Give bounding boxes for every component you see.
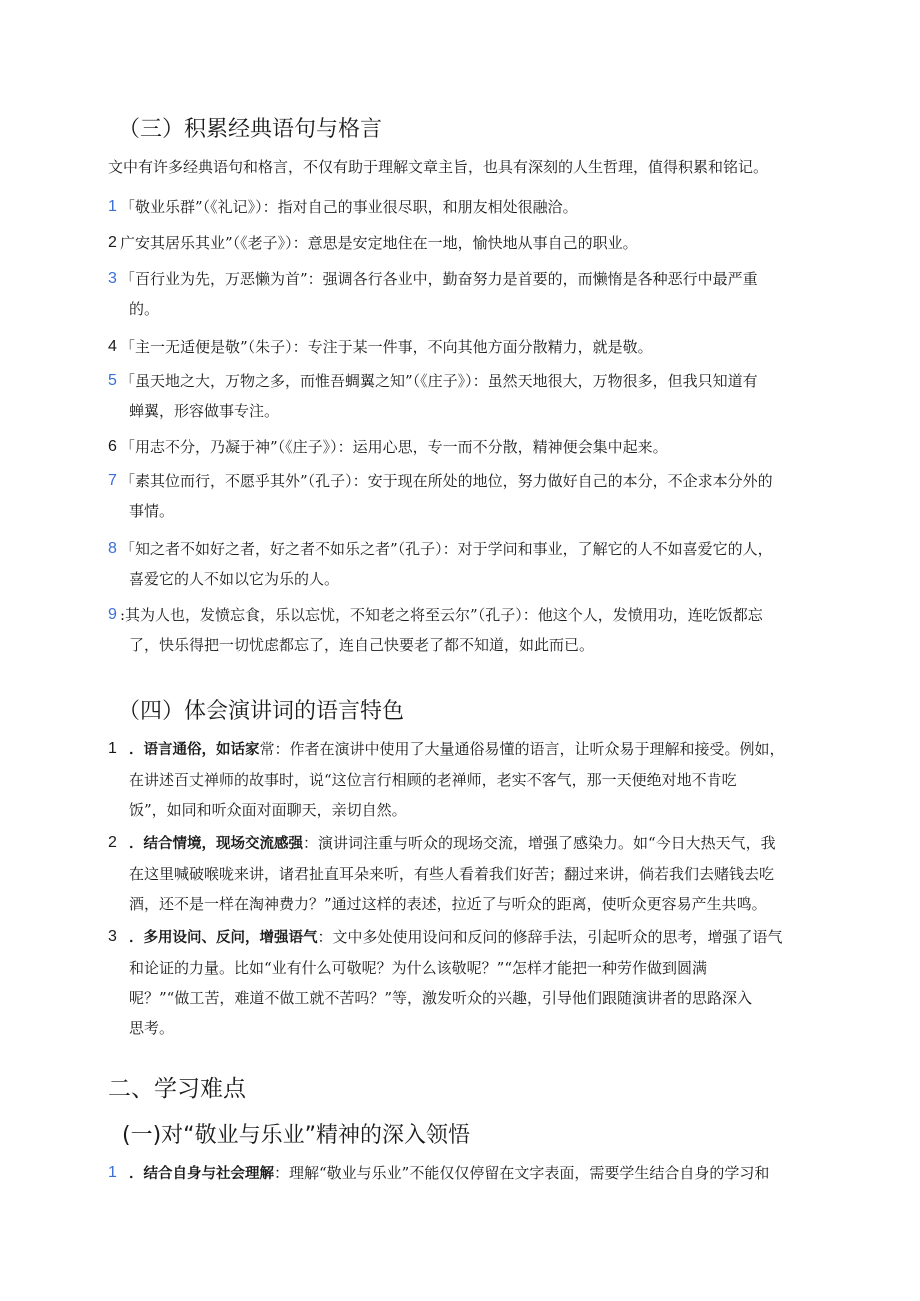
item-text-line: 在讲述百丈禅师的故事时，说“这位言行相顾的老禅师，老实不客气，那一天便绝对地不肯吃: [129, 771, 737, 789]
item-bold-label: ．多用设问、反问，增强语气: [129, 930, 318, 946]
item-first-line-text: 常：作者在演讲中使用了大量通俗易懂的语言，让听众易于理解和接受。例如，: [259, 740, 785, 758]
maxim-item: [108, 432, 828, 462]
item-text-line: 「知之者不如好之者，好之者不如乐之者”（孔子）：对于学问和事业，了解它的人不如喜爱它的人，: [120, 540, 773, 558]
part2-heading: 二、学习难点: [108, 1076, 246, 1102]
maxim-item: [108, 264, 828, 324]
item-first-line-text: ：演讲词注重与听众的现场交流，增强了感染力。如“今日大热天气，我: [303, 834, 776, 852]
item-first-line-text: ：文中多处使用设问和反问的修辞手法，引起听众的思考，增强了语气: [317, 928, 783, 946]
item-first-line: [108, 734, 828, 765]
item-first-line: [108, 828, 828, 859]
item-text-line: 「虽天地之大，万物之多，而惟吾蜩翼之知”（《庄子》）：虽然天地很大，万物很多，但我只知道有: [120, 372, 758, 390]
item-text-line: 饭”，如同和听众面对面聊天，亲切自然。: [129, 801, 407, 819]
item-number: 1: [108, 740, 117, 757]
item-text-line: 「主一无适便是敬”（朱子）：专注于某一件事，不向其他方面分散精力，就是敬。: [120, 338, 653, 356]
item-text-line: 「敬业乐群”（《礼记》）：指对自己的事业很尽职，和朋友相处很融洽。: [120, 198, 578, 216]
maxim-item: [108, 332, 828, 362]
item-text-line: 蝉翼，形容做事专注。: [129, 402, 280, 420]
item-text-line: 「素其位而行，不愿乎其外”（孔子）：安于现在所处的地位，努力做好自己的本分，不企求本分外的: [120, 472, 773, 490]
item-number: 1: [108, 1164, 117, 1181]
item-number: 9: [108, 606, 117, 623]
item-number: 8: [108, 540, 117, 557]
item-first-line: [108, 922, 828, 953]
item-first-line-text: ：理解“敬业与乐业”不能仅仅停留在文字表面，需要学生结合自身的学习和: [274, 1164, 770, 1182]
part2-sub-heading: (一)对“敬业与乐业”精神的深入领悟: [122, 1123, 470, 1148]
maxim-item: [108, 192, 828, 222]
maxim-item: [108, 466, 828, 526]
item-text-line: 思考。: [129, 1019, 175, 1037]
feature-item: [108, 1158, 828, 1189]
item-text-line: 「百行业为先，万恶懒为首”：强调各行各业中，勤奋努力是首要的，而懒惰是各种恶行中最严重: [120, 270, 758, 288]
item-text-line: 了，快乐得把一切忧虑都忘了，连自己快要老了都不知道，如此而已。: [129, 636, 595, 654]
item-number: 6: [108, 438, 117, 455]
item-text-line: 广安其居乐其业”（《老子》）：意思是安定地住在一地，愉快地从事自己的职业。: [120, 234, 638, 252]
item-text-line: 在这里喊破喉咙来讲，诸君扯直耳朵来听，有些人看着我们好苦；翻过来讲，倘若我们去赌钱去吃: [129, 865, 775, 883]
item-text-line: 事情。: [129, 502, 175, 520]
item-text-line: 「用志不分，乃凝于神”（《庄子》）：运用心思，专一而不分散，精神便会集中起来。: [120, 438, 668, 456]
item-text-line: :其为人也，发愤忘食，乐以忘忧，不知老之将至云尔”（孔子）：他这个人，发愤用功，连吃饭都忘: [120, 606, 763, 624]
maxim-item: [108, 600, 828, 660]
item-text-line: 和论证的力量。比如“业有什么可敬呢？为什么该敬呢？”“怎样才能把一种劳作做到圆满: [129, 959, 708, 977]
item-number: 3: [108, 928, 117, 945]
section3-intro: 文中有许多经典语句和格言，不仅有助于理解文章主旨，也具有深刻的人生哲理，值得积累和铭记。: [108, 158, 769, 176]
item-bold-label: ．结合情境，现场交流感强: [129, 836, 303, 852]
feature-item: [108, 828, 828, 919]
section3-heading: （三）积累经典语句与格言: [118, 117, 383, 142]
section4-heading: （四）体会演讲词的语言特色: [118, 699, 405, 724]
feature-item: [108, 922, 828, 1043]
item-text-line: 呢？”“做工苦，难道不做工就不苦吗？”等，激发听众的兴趣，引导他们跟随演讲者的思路深入: [129, 989, 753, 1007]
item-number: 1: [108, 198, 117, 215]
item-number: 4: [108, 338, 117, 355]
item-number: 5: [108, 372, 117, 389]
item-first-line: [108, 1158, 828, 1189]
item-bold-label: ．语言通俗，如话家: [129, 742, 260, 758]
item-number: 2: [108, 234, 117, 251]
item-text-line: 酒，还不是一样在淘神费力？”通过这样的表述，拉近了与听众的距离，使听众更容易产生共鸣。: [129, 895, 767, 913]
feature-item: [108, 734, 828, 825]
item-bold-label: ．结合自身与社会理解: [129, 1166, 274, 1182]
item-text-line: 的。: [129, 300, 160, 318]
maxim-item: [108, 366, 828, 426]
item-number: 7: [108, 472, 117, 489]
maxim-item: [108, 534, 828, 594]
item-number: 2: [108, 834, 117, 851]
maxim-item: [108, 228, 828, 258]
item-number: 3: [108, 270, 117, 287]
item-text-line: 喜爱它的人不如以它为乐的人。: [129, 570, 340, 588]
